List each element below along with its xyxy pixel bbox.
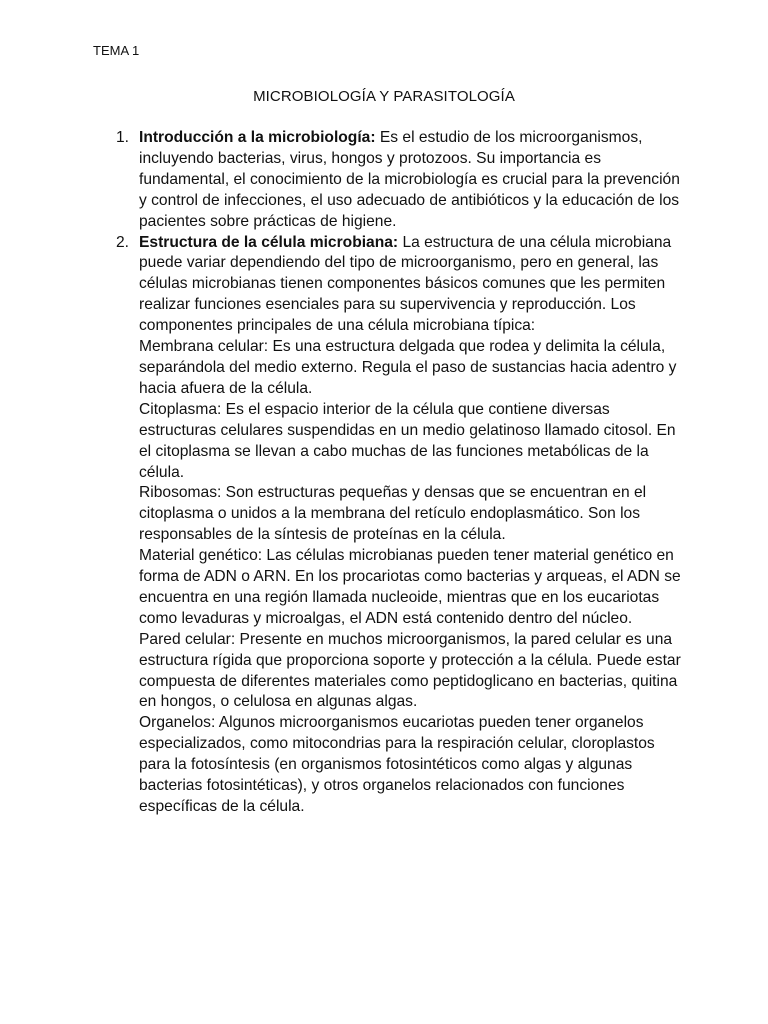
- item-heading: Estructura de la célula microbiana:: [139, 233, 399, 251]
- component-organelos: Organelos: Algunos microorganismos eucariotas pueden tener organelos especializados, como mitocondrias para la respiración celular, cloroplastos para la fotosíntesis (en organismos fotosintéticos como algas y algunas bacterias fotosintéticas), y otros organelos relacionados con funciones específicas de la célula.: [139, 714, 655, 815]
- topic-list: [116, 128, 684, 818]
- component-membrana: Membrana celular: Es una estructura delgada que rodea y delimita la célula, separándola del medio externo. Regula el paso de sustancias hacia adentro y hacia afuera de la célula.: [139, 338, 677, 397]
- item-text: Es el estudio de los microorganismos, incluyendo bacterias, virus, hongos y protozoos. Su importancia es fundamental, el conocimiento de la microbiología es crucial para la prevención y control de infecciones, el uso adecuado de antibióticos y la educación de los pacientes sobre prácticas de higiene.: [139, 129, 680, 230]
- item-heading: Introducción a la microbiología:: [139, 129, 376, 146]
- item-intro: [139, 233, 684, 338]
- header-label: TEMA 1: [93, 43, 140, 58]
- component-ribosomas: Ribosomas: Son estructuras pequeñas y densas que se encuentran en el citoplasma o unidos a la membrana del retículo endoplasmático. Son los responsables de la síntesis de proteínas en la célula.: [139, 484, 647, 544]
- document-title: MICROBIOLOGÍA Y PARASITOLOGÍA: [253, 88, 515, 105]
- list-item: [116, 233, 684, 818]
- item-text: La estructura de una célula microbiana puede variar dependiendo del tipo de microorganismo, pero en general, las células microbianas tienen componentes básicos comunes que les permiten realizar funciones esenciales para su supervivencia y reproducción. Los componentes principales de una célula microbiana típica:: [139, 233, 672, 335]
- list-item: [116, 128, 684, 233]
- item-number: 1.: [116, 129, 130, 146]
- item-intro: [139, 128, 684, 233]
- item-number: 2.: [116, 233, 130, 251]
- component-material-genetico: Material genético: Las células microbianas pueden tener material genético en forma de ADN o ARN. En los procariotas como bacterias y arqueas, el ADN se encuentra en una región llamada nucleoide, mientras que en los eucariotas como levaduras y microalgas, el ADN está contenido dentro del núcleo.: [139, 547, 681, 627]
- component-pared-celular: Pared celular: Presente en muchos microorganismos, la pared celular es una estructura rígida que proporciona soporte y protección a la célula. Puede estar compuesta de diferentes materiales como peptidoglicano en bacterias, quitina en hongos, o celulosa en algunas algas.: [139, 630, 681, 711]
- component-citoplasma: Citoplasma: Es el espacio interior de la célula que contiene diversas estructuras celulares suspendidas en un medio gelatinoso llamado citosol. En el citoplasma se llevan a cabo muchas de las funciones metabólicas de la célula.: [139, 400, 676, 481]
